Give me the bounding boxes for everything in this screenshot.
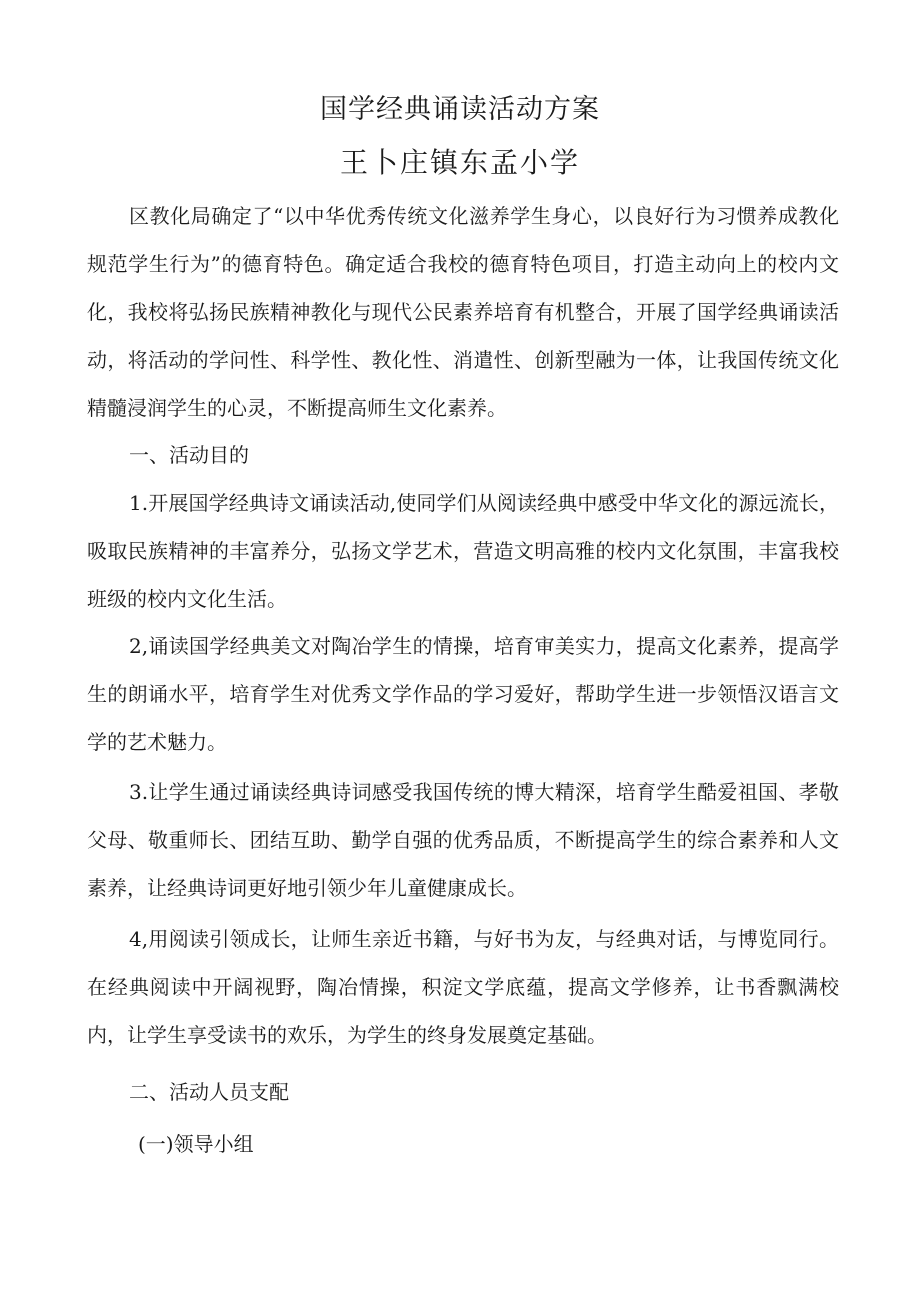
purpose-item-4: 4,用阅读引领成长，让师生亲近书籍，与好书为友，与经典对话，与博览同行。在经典阅读中开阔视野，陶冶情操，积淀文学底蕴，提高文学修养，让书香飘满校内，让学生享受读书的欢乐，为学生的终身发展奠定基础。 <box>87 927 839 1047</box>
purpose-item-1: 1.开展国学经典诗文诵读活动,使同学们从阅读经典中感受中华文化的源远流长，吸取民族精神的丰富养分，弘扬文学艺术，营造文明高雅的校内文化氛围，丰富我校班级的校内文化生活。 <box>87 491 839 611</box>
subsection-heading-leadership: (一)领导小组 <box>138 1132 254 1156</box>
document-title: 国学经典诵读活动方案 <box>320 94 600 125</box>
purpose-item-3: 3.让学生通过诵读经典诗词感受我国传统的博大精深，培育学生酷爱祖国、孝敬父母、敬重师长、团结互助、勤学自强的优秀品质，不断提高学生的综合素养和人文素养，让经典诗词更好地引领少年儿童健康成长。 <box>87 780 839 900</box>
section-heading-personnel: 二、活动人员支配 <box>129 1080 289 1104</box>
intro-paragraph: 区教化局确定了“以中华优秀传统文化滋养学生身心，以良好行为习惯养成教化规范学生行为”的德育特色。确定适合我校的德育特色项目，打造主动向上的校内文化，我校将弘扬民族精神教化与现代公民素养培育有机整合，开展了国学经典诵读活动，将活动的学问性、科学性、教化性、消遣性、创新型融为一体，让我国传统文化精髓浸润学生的心灵，不断提高师生文化素养。 <box>87 204 839 420</box>
purpose-item-2: 2,诵读国学经典美文对陶冶学生的情操，培育审美实力，提高文化素养，提高学生的朗诵水平，培育学生对优秀文学作品的学习爱好，帮助学生进一步领悟汉语言文学的艺术魅力。 <box>87 634 839 754</box>
school-name: 王卜庄镇东孟小学 <box>339 146 580 179</box>
section-heading-purpose: 一、活动目的 <box>129 443 249 467</box>
